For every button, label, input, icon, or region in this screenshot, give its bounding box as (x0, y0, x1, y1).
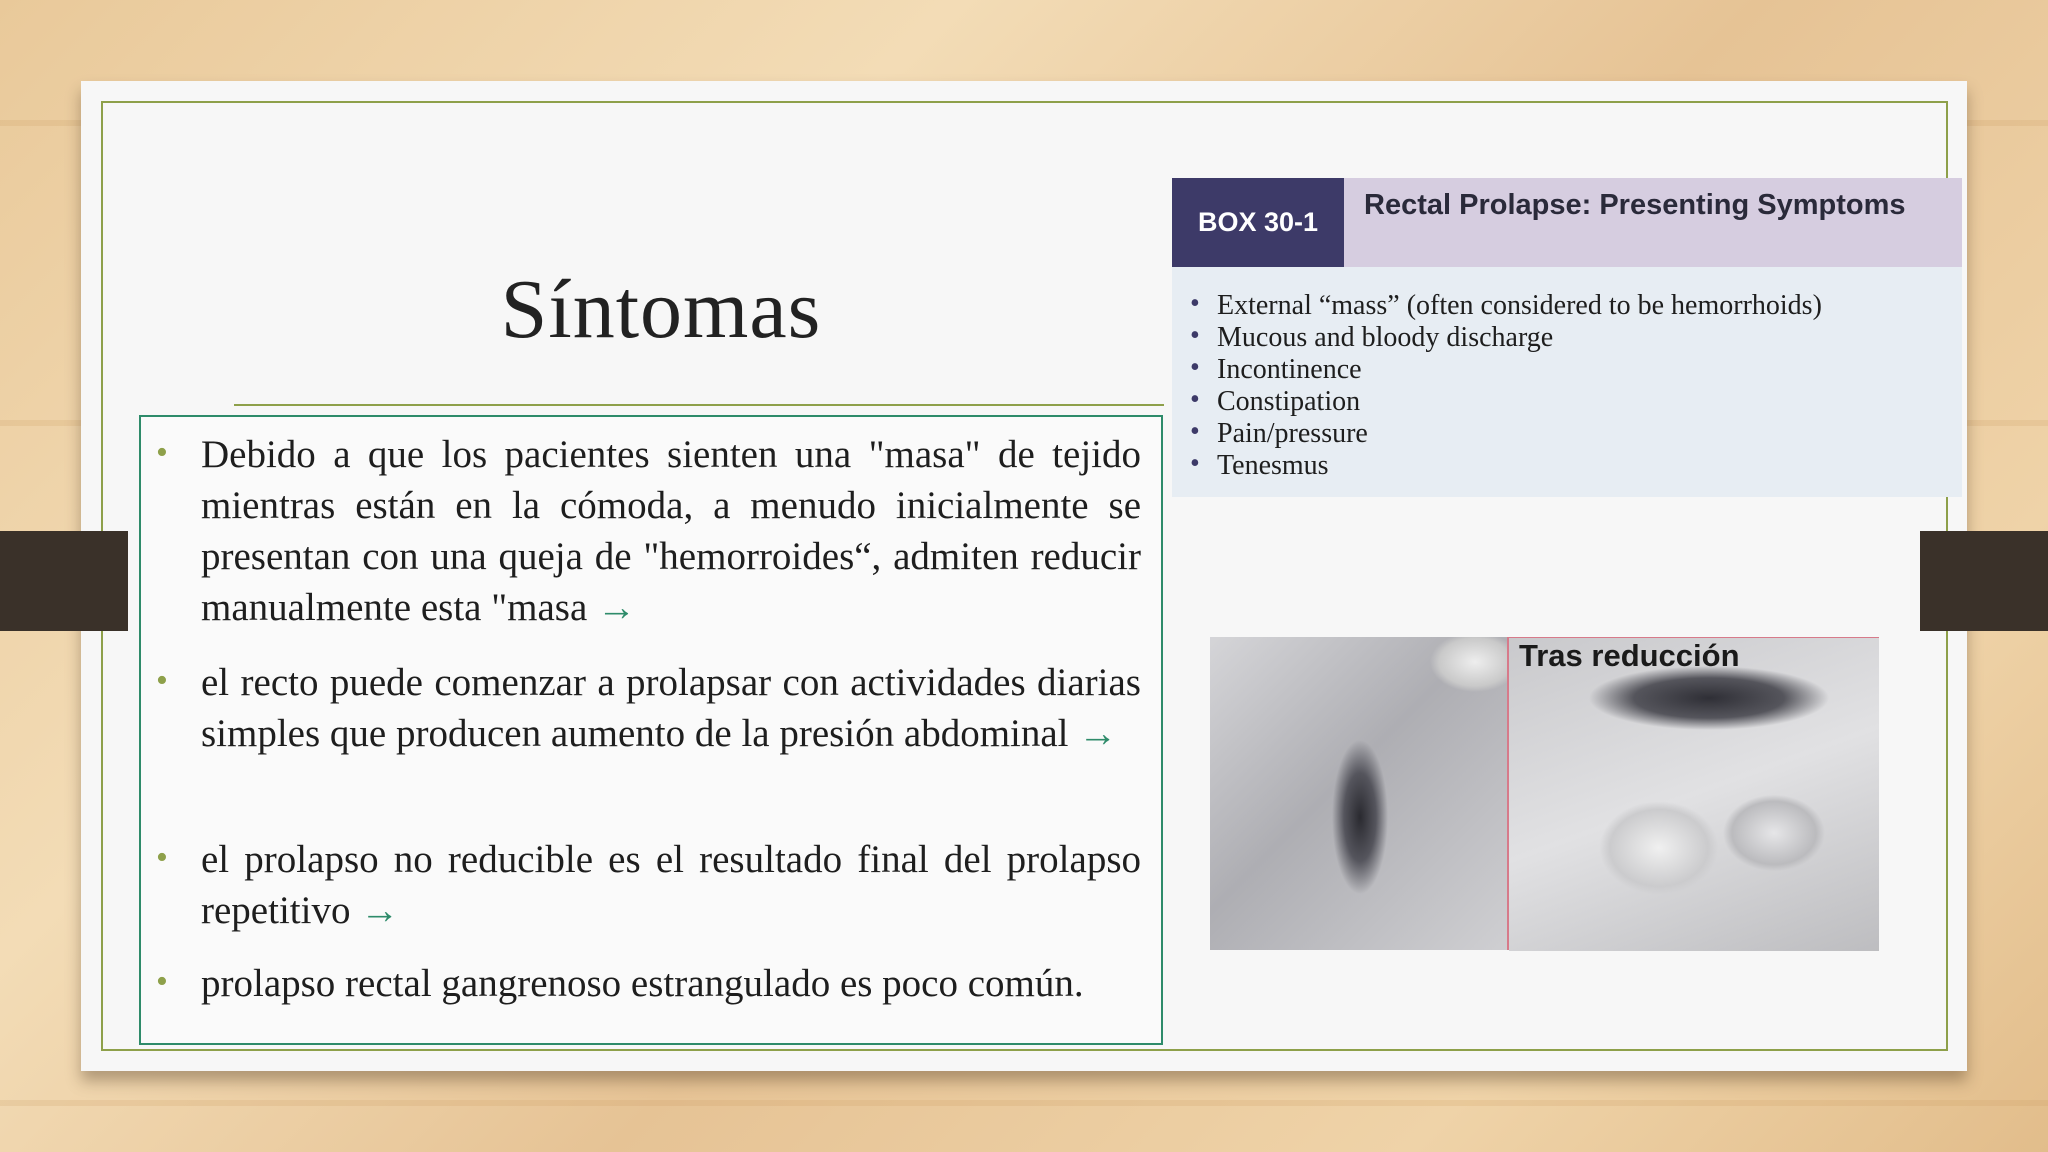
clinical-photo-after-reduction (1509, 637, 1879, 951)
bullet-icon: • (156, 839, 168, 876)
bullet-item-2 (156, 657, 1141, 759)
symptoms-textbox (139, 415, 1163, 1045)
bullet-text: el recto puede comenzar a prolapsar con actividades diarias simples que producen aumento de la presión abdominal (201, 661, 1141, 755)
bullet-icon: • (156, 662, 168, 699)
bullet-text: Debido a que los pacientes sienten una "masa" de tejido mientras están en la cómoda, a menudo inicialmente se presentan con una queja de "hemorroides“, admiten reducir manualmente esta "masa (201, 433, 1141, 629)
binder-clip-left (0, 531, 128, 631)
slide (81, 81, 1967, 1071)
bullet-item-4 (156, 958, 1141, 1009)
box-symptom-list (1190, 290, 1822, 482)
arrow-icon: → (360, 889, 400, 932)
title-divider (234, 404, 1164, 406)
list-item: • Pain/pressure (1190, 418, 1822, 450)
bullet-icon: • (156, 963, 168, 1000)
arrow-icon: → (597, 586, 637, 629)
list-item: • Constipation (1190, 386, 1822, 418)
clinical-photo-prolapse (1210, 637, 1509, 950)
box-label: BOX 30-1 (1172, 178, 1344, 267)
box-title: Rectal Prolapse: Presenting Symptoms (1364, 189, 1906, 221)
list-item: • External “mass” (often considered to be hemorrhoids) (1190, 290, 1822, 322)
binder-clip-right (1920, 531, 2048, 631)
list-item: • Tenesmus (1190, 450, 1822, 482)
box-header (1344, 178, 1962, 267)
list-item: • Mucous and bloody discharge (1190, 322, 1822, 354)
bullet-icon: • (156, 434, 168, 471)
list-item: • Incontinence (1190, 354, 1822, 386)
bullet-text: prolapso rectal gangrenoso estrangulado es poco común. (201, 962, 1084, 1005)
slide-title: Síntomas (500, 263, 822, 356)
symptoms-box (1172, 178, 1962, 497)
photo-caption: Tras reducción (1519, 638, 1740, 673)
bullet-text: el prolapso no reducible es el resultado final del prolapso repetitivo (201, 838, 1141, 932)
bullet-item-1 (156, 429, 1141, 633)
arrow-icon: → (1078, 712, 1118, 755)
bullet-item-3 (156, 834, 1141, 936)
